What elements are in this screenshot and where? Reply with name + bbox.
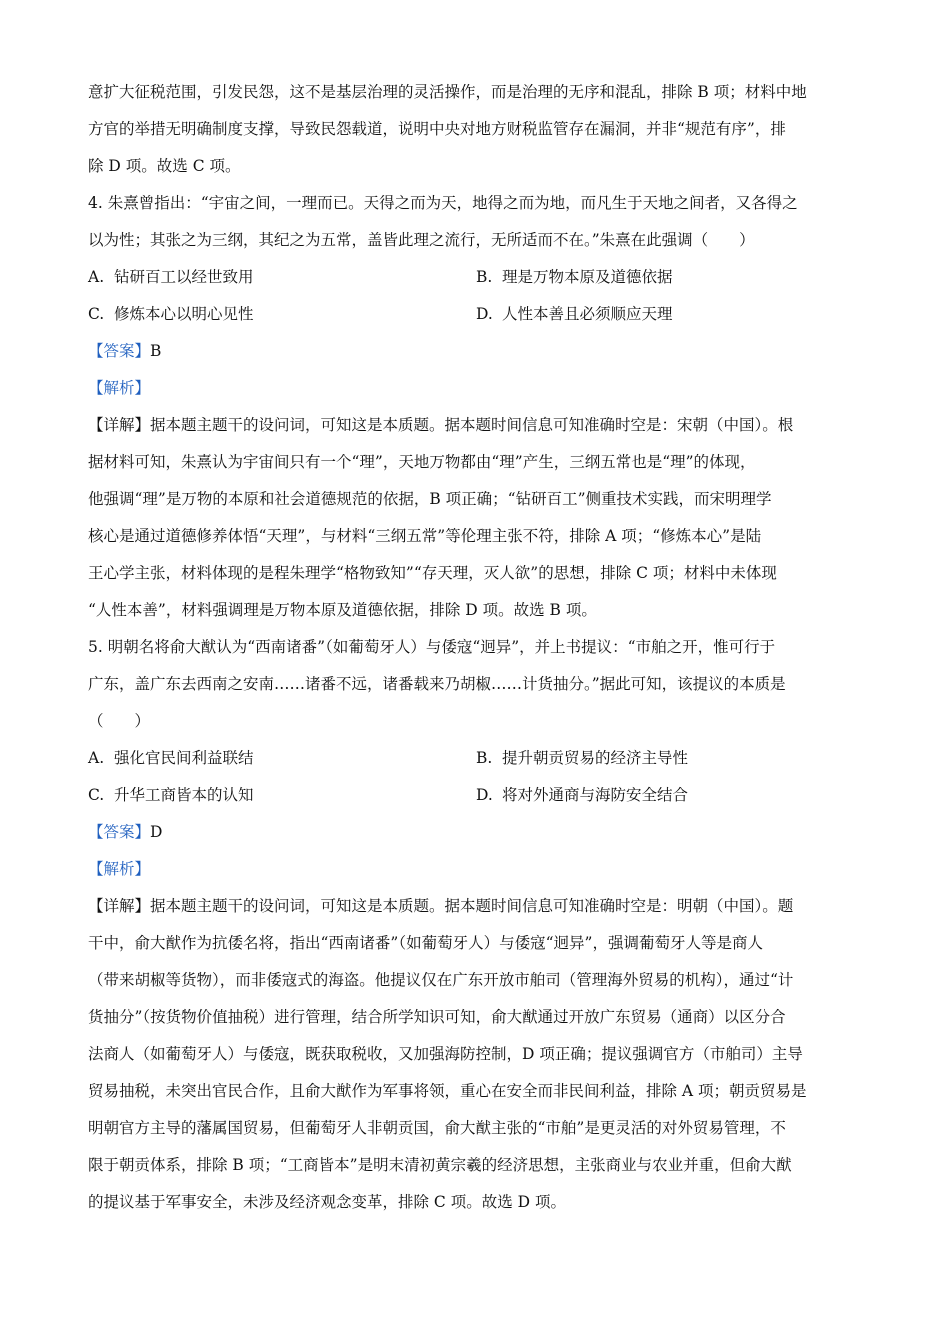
detail-tag: 【详解】 bbox=[88, 897, 151, 915]
detail-tag: 【详解】 bbox=[88, 416, 151, 434]
option-letter: B. bbox=[476, 268, 493, 286]
answer-line bbox=[88, 333, 864, 370]
option-d bbox=[476, 777, 864, 814]
detail-line: 明朝官方主导的藩属国贸易，但葡萄牙人非朝贡国，俞大猷主张的“市舶”是更灵活的对外贸易管理，不 bbox=[88, 1119, 786, 1137]
detail-line: 法商人（如葡萄牙人）与倭寇，既获取税收，又加强海防控制，D 项正确；提议强调官方（市舶司）主导 bbox=[88, 1045, 803, 1063]
option-letter: D. bbox=[476, 305, 493, 323]
option-b bbox=[476, 259, 864, 296]
option-c bbox=[88, 777, 476, 814]
question-stem-line: 4. 朱熹曾指出：“宇宙之间，一理而已。天得之而为天，地得之而为地，而凡生于天地之间者，又各得之 bbox=[88, 194, 798, 212]
option-text: 理是万物本原及道德依据 bbox=[502, 268, 673, 286]
detail-line: （带来胡椒等货物），而非倭寇式的海盗。他提议仅在广东开放市舶司（管理海外贸易的机构），通过“计 bbox=[88, 971, 794, 989]
detail-line: 干中，俞大猷作为抗倭名将，指出“西南诸番”（如葡萄牙人）与倭寇“迥异”，强调葡萄牙人等是商人 bbox=[88, 934, 763, 952]
option-letter: C. bbox=[88, 786, 105, 804]
option-a bbox=[88, 740, 476, 777]
options-row bbox=[88, 259, 864, 296]
detail-line: 他强调“理”是万物的本原和社会道德规范的依据，B 项正确；“钻研百工”侧重技术实践，而宋明理学 bbox=[88, 490, 772, 508]
option-text: 修炼本心以明心见性 bbox=[114, 305, 254, 323]
option-b bbox=[476, 740, 864, 777]
document-page bbox=[88, 74, 864, 1221]
question-4 bbox=[88, 185, 864, 629]
option-text: 提升朝贡贸易的经济主导性 bbox=[502, 749, 689, 767]
detail-line bbox=[88, 888, 864, 925]
detail-line: 的提议基于军事安全，未涉及经济观念变革，排除 C 项。故选 D 项。 bbox=[88, 1193, 566, 1211]
intro-line: 方官的举措无明确制度支撑，导致民怨载道，说明中央对地方财税监管存在漏洞，并非“规范有序”，排 bbox=[88, 120, 786, 138]
detail-line: 王心学主张，材料体现的是程朱理学“格物致知”“存天理，灭人欲”的思想，排除 C 项；材料中未体现 bbox=[88, 564, 777, 582]
options-row bbox=[88, 740, 864, 777]
option-letter: A. bbox=[88, 268, 105, 286]
question-stem-line: （ ） bbox=[88, 712, 151, 730]
detail-line bbox=[88, 407, 864, 444]
answer-value: B bbox=[150, 342, 162, 360]
answer-tag: 【答案】 bbox=[88, 342, 151, 360]
intro-line: 除 D 项。故选 C 项。 bbox=[88, 157, 241, 175]
option-letter: B. bbox=[476, 749, 493, 767]
detail-line: 贸易抽税，未突出官民合作，且俞大猷作为军事将领，重心在安全而非民间利益，排除 A 项；朝贡贸易是 bbox=[88, 1082, 807, 1100]
options-row bbox=[88, 777, 864, 814]
option-a bbox=[88, 259, 476, 296]
option-letter: A. bbox=[88, 749, 105, 767]
option-letter: C. bbox=[88, 305, 105, 323]
analysis-tag: 【解析】 bbox=[88, 860, 151, 878]
question-stem-line: 广东，盖广东去西南之安南……诸番不远，诸番载来乃胡椒……计货抽分。”据此可知，该提议的本质是 bbox=[88, 675, 786, 693]
detail-line: 据材料可知，朱熹认为宇宙间只有一个“理”，天地万物都由“理”产生，三纲五常也是“理”的体现， bbox=[88, 453, 756, 471]
option-text: 强化官民间利益联结 bbox=[114, 749, 254, 767]
detail-line: 限于朝贡体系，排除 B 项；“工商皆本”是明末清初黄宗羲的经济思想，主张商业与农业并重，但俞大猷 bbox=[88, 1156, 792, 1174]
option-c bbox=[88, 296, 476, 333]
question-stem-line: 以为性；其张之为三纲，其纪之为五常，盖皆此理之流行，无所适而不在。”朱熹在此强调（ ） bbox=[88, 231, 755, 249]
analysis-line bbox=[88, 851, 864, 888]
detail-line: 货抽分”（按货物价值抽税）进行管理，结合所学知识可知，俞大猷通过开放广东贸易（通商）以区分合 bbox=[88, 1008, 786, 1026]
option-text: 将对外通商与海防安全结合 bbox=[502, 786, 689, 804]
option-text: 升华工商皆本的认知 bbox=[114, 786, 254, 804]
answer-tag: 【答案】 bbox=[88, 823, 151, 841]
analysis-line bbox=[88, 370, 864, 407]
analysis-tag: 【解析】 bbox=[88, 379, 151, 397]
intro-line: 意扩大征税范围，引发民怨，这不是基层治理的灵活操作，而是治理的无序和混乱，排除 B 项；材料中地 bbox=[88, 83, 807, 101]
detail-text: 据本题主题干的设问词，可知这是本质题。据本题时间信息可知准确时空是：明朝（中国）。题 bbox=[150, 897, 794, 915]
answer-line bbox=[88, 814, 864, 851]
option-text: 钻研百工以经世致用 bbox=[114, 268, 254, 286]
detail-line: “人性本善”，材料强调理是万物本原及道德依据，排除 D 项。故选 B 项。 bbox=[88, 601, 597, 619]
intro-block bbox=[88, 74, 864, 185]
detail-line: 核心是通过道德修养体悟“天理”，与材料“三纲五常”等伦理主张不符，排除 A 项；“修炼本心”是陆 bbox=[88, 527, 762, 545]
option-d bbox=[476, 296, 864, 333]
answer-value: D bbox=[150, 823, 163, 841]
question-5 bbox=[88, 629, 864, 1221]
question-stem-line: 5. 明朝名将俞大猷认为“西南诸番”（如葡萄牙人）与倭寇“迥异”，并上书提议：“市舶之开，惟可行于 bbox=[88, 638, 776, 656]
option-text: 人性本善且必须顺应天理 bbox=[502, 305, 673, 323]
option-letter: D. bbox=[476, 786, 493, 804]
detail-text: 据本题主题干的设问词，可知这是本质题。据本题时间信息可知准确时空是：宋朝（中国）。根 bbox=[150, 416, 794, 434]
options-row bbox=[88, 296, 864, 333]
